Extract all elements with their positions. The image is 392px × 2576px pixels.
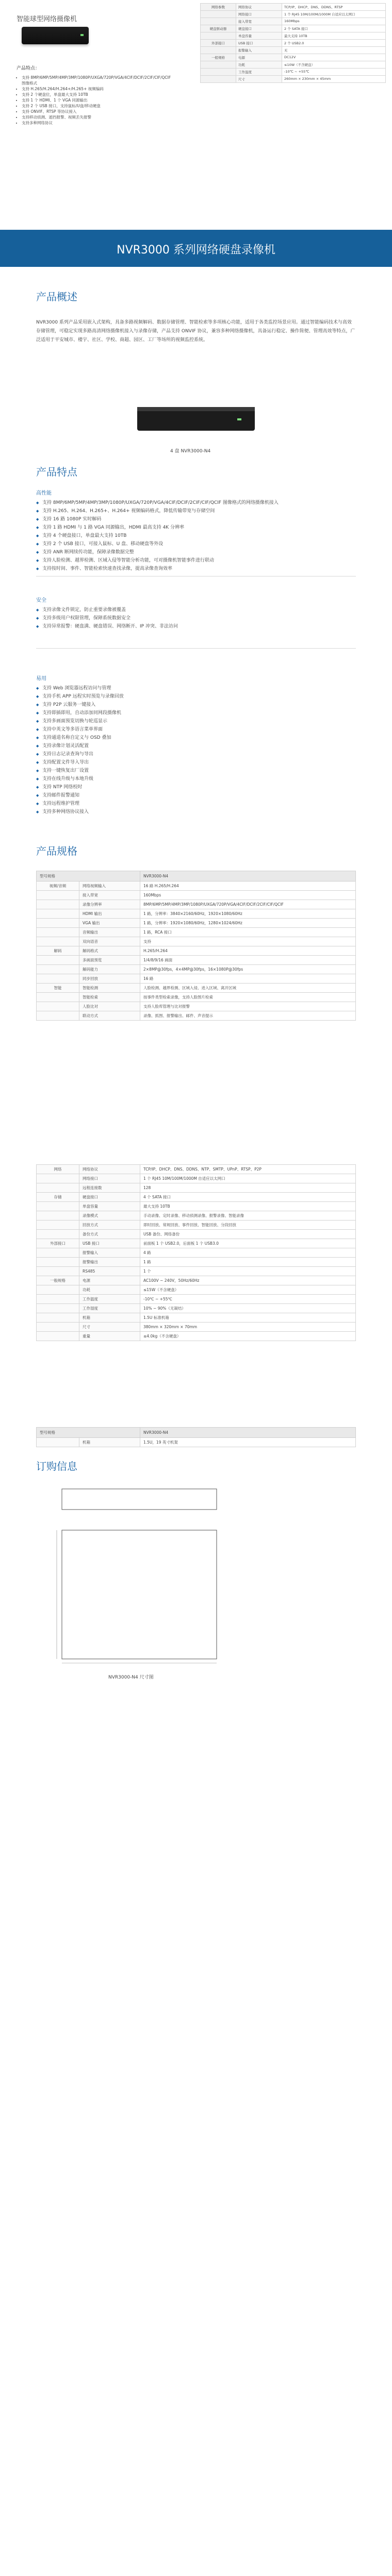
spec-key: 单盘容量 (79, 1202, 140, 1211)
spec-value: 最大支持 10TB (140, 1202, 356, 1211)
spec-key: 录像分辨率 (79, 900, 140, 909)
spec-key: 智能检测 (79, 984, 140, 993)
spec-value: 16 路 (140, 974, 356, 984)
list-item: ◆ 支持录像文件锁定，防止重要录像被覆盖 (36, 606, 356, 614)
security-title: 安全 (36, 598, 46, 603)
list-item: ◆ 支持在线升级与本地升级 (36, 775, 356, 783)
top-spec-group: 网络参数 (201, 4, 236, 11)
spec-row (37, 974, 356, 984)
top-spec-group (201, 47, 236, 54)
spec-key: 接入带宽 (79, 891, 140, 900)
top-spec-value: -10℃ ~ +55℃ (282, 69, 386, 76)
spec-value: 1 个 RJ45 10M/100M/1000M 自适应以太网口 (140, 1174, 356, 1183)
spec-row (37, 984, 356, 993)
spec-group (37, 937, 79, 946)
top-spec-row (201, 11, 386, 18)
spec-group (37, 1174, 79, 1183)
spec-key: 电源 (79, 1276, 140, 1285)
spec-row (37, 1165, 356, 1174)
spec-group (37, 1211, 79, 1221)
spec-key: 报警输出 (79, 1258, 140, 1267)
list-item: ◆ 支持录像计划灵活配置 (36, 742, 356, 750)
top-spec-value: 最大支持 10TB (282, 32, 386, 40)
spec-value: 1 路，RCA 接口 (140, 928, 356, 937)
list-item: ◆ 支持 2 个 USB 接口，可接入鼠标、U 盘、移动硬盘等外设 (36, 540, 356, 548)
spec-value: 16 路 H.265/H.264 (140, 882, 356, 891)
spec-row (37, 993, 356, 1002)
list-item: ◆ 支持 8MP/6MP/5MP/4MP/3MP/1080P/UXGA/720P/VGA/4CIF/DCIF/2CIF/CIF/QCIF 图像格式的网络摄像机接入 (36, 499, 356, 507)
top-spec-key: 网络接口 (236, 11, 282, 18)
spec-group (37, 909, 79, 919)
spec-group (37, 1285, 79, 1295)
spec-key: 同步回放 (79, 974, 140, 984)
order-caption: NVR3000-N4 尺寸图 (108, 1675, 154, 1680)
top-features (17, 66, 171, 126)
list-item: ◆ 支持多画面预览切换与轮巡显示 (36, 717, 356, 725)
list-item: ◆ 支持 P2P 云服务一键接入 (36, 701, 356, 709)
spec-row (37, 928, 356, 937)
top-spec-value: TCP/IP、DHCP、DNS、DDNS、RTSP (282, 4, 386, 11)
top-spec-value: 2 个 SATA 接口 (282, 25, 386, 32)
spec-value: 1 路，分辨率：3840×2160/60Hz，1920×1080/60Hz (140, 909, 356, 919)
list-item: • 支持多种网络协议 (22, 120, 171, 126)
spec-row (37, 1304, 356, 1313)
spec-key: 工作温度 (79, 1295, 140, 1304)
spec-value: 4 路 (140, 1248, 356, 1258)
spec-header-row (37, 871, 356, 882)
front-view (62, 1489, 217, 1510)
spec-heading: 产品规格 (36, 845, 77, 857)
spec-row (37, 1011, 356, 1021)
spec-value: 录像、抓图、报警输出、邮件、声音提示 (140, 1011, 356, 1021)
top-spec-value: 2 个 USB2.0 (282, 40, 386, 47)
spec-key: 回放方式 (79, 1221, 140, 1230)
top-spec-group (201, 32, 236, 40)
list-item: ◆ 支持中英文等多语言菜单界面 (36, 725, 356, 734)
spec-value: 人脸检测、越界检测、区域入侵、进入区域、离开区域 (140, 984, 356, 993)
nvr-led (237, 418, 241, 420)
spec-key: 硬盘接口 (79, 1193, 140, 1202)
top-spec-row (201, 18, 386, 25)
list-item: ◆ 支持 NTP 网络校时 (36, 783, 356, 791)
spec-group (37, 1304, 79, 1313)
spec-key: 解码能力 (79, 965, 140, 974)
list-item: • 支持 ONVIF、RTSP 等协议接入 (22, 109, 171, 114)
spec-key: USB 接口 (79, 1239, 140, 1248)
spec-group (37, 1332, 79, 1341)
spec-value: -10℃ ~ +55℃ (140, 1295, 356, 1304)
spec-header-row (37, 1428, 356, 1438)
top-spec-value: 无 (282, 47, 386, 54)
top-spec-key: 单盘容量 (236, 32, 282, 40)
spec-key: 联动方式 (79, 1011, 140, 1021)
spec-value: 1.5U 标准机箱 (140, 1313, 356, 1323)
top-spec-group (201, 76, 236, 83)
spec-row (37, 882, 356, 891)
spec-row (37, 1313, 356, 1323)
spec-key: 智能检索 (79, 993, 140, 1002)
top-spec-value: 1 个 RJ45 10M/100M/1000M 自适应以太网口 (282, 11, 386, 18)
spec-key: 网络协议 (79, 1165, 140, 1174)
spec-value: 10% ~ 90%（无凝结） (140, 1304, 356, 1313)
top-spec-key: 电源 (236, 54, 282, 61)
spec-header-label: 型号规格 (37, 871, 140, 882)
spec-row (37, 1221, 356, 1230)
top-spec-group: 一般规格 (201, 54, 236, 61)
spec-row (37, 965, 356, 974)
top-spec-value: 160Mbps (282, 18, 386, 25)
list-item: ◆ 支持 ANR 断网续传功能，保障录像数据完整 (36, 548, 356, 556)
spec-value: ≤15W（不含硬盘） (140, 1285, 356, 1295)
spec-value: 支持 (140, 937, 356, 946)
spec-row (37, 909, 356, 919)
spec-key: 机箱 (79, 1438, 140, 1447)
top-spec-value: 260mm × 230mm × 45mm (282, 76, 386, 83)
list-item: ◆ 支持异常报警：硬盘满、硬盘错误、网络断开、IP 冲突、非法访问 (36, 622, 356, 631)
top-spec-row (201, 25, 386, 32)
top-spec-table (200, 3, 386, 83)
spec-key: 功耗 (79, 1285, 140, 1295)
top-spec-group (201, 61, 236, 69)
top-features-list (17, 75, 171, 126)
spec-key: 人脸比对 (79, 1002, 140, 1011)
features-heading: 产品特点 (36, 466, 77, 478)
divider (36, 576, 356, 577)
spec-group (37, 900, 79, 909)
high-performance-list (36, 499, 356, 573)
dimension-drawing (52, 1484, 227, 1669)
list-item: ◆ 支持 1 路 HDMI 与 1 路 VGA 同源输出，HDMI 最高支持 4K 分辨率 (36, 523, 356, 532)
list-item: • 支持 2 个 USB 接口，支持鼠标/U盘/移动硬盘 (22, 103, 171, 109)
top-spec-key: 接入带宽 (236, 18, 282, 25)
spec-group (37, 1230, 79, 1239)
spec-value: 160Mbps (140, 891, 356, 900)
top-spec-row (201, 54, 386, 61)
spec-value: 即时回放、常规回放、事件回放、智能回放、分段回放 (140, 1221, 356, 1230)
top-spec-group (201, 11, 236, 18)
spec-group (37, 891, 79, 900)
list-item: ◆ 支持人脸检测、越界检测、区域入侵等智能分析功能，可对摄像机智能事件进行联动 (36, 556, 356, 565)
spec-header-model: NVR3000-N4 (140, 1428, 356, 1438)
top-spec-key: 硬盘接口 (236, 25, 282, 32)
spec-group (37, 956, 79, 965)
list-item: • 支持 2 个硬盘位，单盘最大支持 10TB (22, 92, 171, 97)
spec-group (37, 1002, 79, 1011)
top-spec-value: DC12V (282, 54, 386, 61)
spec-row (37, 1248, 356, 1258)
list-item: ◆ 支持配置文件导入导出 (36, 758, 356, 767)
spec-key: 多画面预览 (79, 956, 140, 965)
top-spec-key: 工作温度 (236, 69, 282, 76)
spec-group: 视频/音频 (37, 882, 79, 891)
list-item: • 支持 1 个 HDMI、1 个 VGA 同源输出 (22, 97, 171, 103)
spec-row (37, 919, 356, 928)
spec-group (37, 993, 79, 1002)
spec-value: 1/4/8/9/16 画面 (140, 956, 356, 965)
spec-group (37, 974, 79, 984)
top-spec-row (201, 61, 386, 69)
spec-row (37, 1276, 356, 1285)
list-item: ◆ 支持 Web 浏览器远程访问与管理 (36, 684, 356, 692)
led-indicator (80, 34, 84, 36)
spec-value: 1 个 (140, 1267, 356, 1276)
spec-row (37, 1295, 356, 1304)
spec-header-model: NVR3000-N4 (140, 871, 356, 882)
top-spec-row (201, 69, 386, 76)
top-spec-row (201, 4, 386, 11)
spec-row (37, 1183, 356, 1193)
spec-group (37, 1221, 79, 1230)
overview-heading: 产品概述 (36, 291, 77, 303)
spec-row (37, 937, 356, 946)
nvr-product-image (134, 397, 258, 441)
overview-paragraph: NVR3000 系列产品采用嵌入式架构，具备多路视频解码、数据存储管理、智能检索等多项核心功能，适用于各类监控场景应用。通过智能编码技术与高效存储管理，可稳定实现多路高清网络摄像机接入与录像存储，产品支持 ONVIF 协议，兼容多种网络摄像机，具备运行稳定、操作简便、管理高效等特点，广泛适用于平安城市、楼宇、社区、学校、商超、园区、工厂等场所的视频监控系统。 (36, 320, 355, 343)
spec-group (37, 1313, 79, 1323)
spec-row (37, 1323, 356, 1332)
top-spec-value: ≤10W（不含硬盘） (282, 61, 386, 69)
banner-title: NVR3000 系列网络硬盘录像机 (117, 244, 275, 257)
list-item: ◆ 支持按时间、事件、智能检索快速查找录像，提高录像查询效率 (36, 565, 356, 573)
spec-key: 录像模式 (79, 1211, 140, 1221)
spec-row (37, 1285, 356, 1295)
spec-value: USB 备份、网络备份 (140, 1230, 356, 1239)
spec-group (37, 1323, 79, 1332)
spec-value: 380mm × 320mm × 70mm (140, 1323, 356, 1332)
spec-row (37, 946, 356, 956)
top-spec-row (201, 40, 386, 47)
spec-group (37, 1202, 79, 1211)
spec-row (37, 891, 356, 900)
spec-value: 1 路 (140, 1258, 356, 1267)
top-spec-key: 功耗 (236, 61, 282, 69)
spec-row (37, 1193, 356, 1202)
spec-value: 手动录像、定时录像、移动侦测录像、报警录像、智能录像 (140, 1211, 356, 1221)
spec-value: 支持人脸库管理与比对报警 (140, 1002, 356, 1011)
spec-value: ≤4.0kg（不含硬盘） (140, 1332, 356, 1341)
spec-table-3 (36, 1427, 356, 1447)
list-item: ◆ 支持一键恢复出厂设置 (36, 767, 356, 775)
spec-row (37, 1438, 356, 1447)
spec-value: 按事件类型检索录像，支持人脸图片检索 (140, 993, 356, 1002)
top-spec-row (201, 47, 386, 54)
top-spec-group: 外部接口 (201, 40, 236, 47)
list-item: ◆ 支持远程维护管理 (36, 800, 356, 808)
order-heading: 订购信息 (36, 1460, 77, 1472)
spec-row (37, 956, 356, 965)
spec-key: 备份方式 (79, 1230, 140, 1239)
list-item: ◆ 支持手机 APP 远程实时预览与录像回放 (36, 692, 356, 701)
spec-key: 网络视频输入 (79, 882, 140, 891)
top-spec-key: USB 接口 (236, 40, 282, 47)
spec-group (37, 919, 79, 928)
spec-key: HDMI 输出 (79, 909, 140, 919)
spec-key: 音频输出 (79, 928, 140, 937)
top-spec-group: 硬盘驱动器 (201, 25, 236, 32)
spec-key: 双向语音 (79, 937, 140, 946)
spec-key: 解码格式 (79, 946, 140, 956)
spec-row (37, 1230, 356, 1239)
spec-key: 尺寸 (79, 1323, 140, 1332)
spec-group (37, 1295, 79, 1304)
spec-group (37, 1248, 79, 1258)
spec-header-label: 型号规格 (37, 1428, 140, 1438)
divider (36, 648, 356, 649)
nvr-top-panel (137, 407, 255, 411)
top-spec-group (201, 18, 236, 25)
list-item: ◆ 支持 16 路 1080P 实时解码 (36, 515, 356, 523)
spec-row (37, 1002, 356, 1011)
top-features-heading: 产品特点： (17, 66, 40, 71)
spec-table-2 (36, 1164, 356, 1341)
list-item: • 支持 8MP/6MP/5MP/4MP/3MP/1080P/UXGA/720P/VGA/4CIF/DCIF/2CIF/CIF/QCIF 图像格式 (22, 75, 171, 86)
security-list (36, 606, 356, 631)
spec-row (37, 1239, 356, 1248)
spec-group (37, 1267, 79, 1276)
spec-group: 外部接口 (37, 1239, 79, 1248)
spec-key: 报警输入 (79, 1248, 140, 1258)
spec-group: 网络 (37, 1165, 79, 1174)
top-view (62, 1530, 217, 1659)
list-item: • 支持移动侦测、遮挡报警、视频丢失报警 (22, 114, 171, 120)
spec-key: 重量 (79, 1332, 140, 1341)
spec-group (37, 1438, 79, 1447)
top-spec-group (201, 69, 236, 76)
spec-key: 工作湿度 (79, 1304, 140, 1313)
spec-row (37, 1211, 356, 1221)
spec-key: 机箱 (79, 1313, 140, 1323)
spec-group: 存储 (37, 1193, 79, 1202)
spec-group (37, 928, 79, 937)
spec-value: H.265/H.264 (140, 946, 356, 956)
spec-value: 128 (140, 1183, 356, 1193)
spec-group (37, 965, 79, 974)
spec-value: 8MP/6MP/5MP/4MP/3MP/1080P/UXGA/720P/VGA/4CIF/DCIF/2CIF/CIF/QCIF (140, 900, 356, 909)
list-item: ◆ 支持 H.265、H.264、H.265+、H.264+ 视频编码格式，降低传输带宽与存储空间 (36, 507, 356, 515)
spec-group: 智能 (37, 984, 79, 993)
spec-row (37, 900, 356, 909)
spec-table-1 (36, 871, 356, 1021)
list-item: ◆ 支持日志记录查询与导出 (36, 750, 356, 758)
spec-value: 1 路，分辨率：1920×1080/60Hz，1280×1024/60Hz (140, 919, 356, 928)
spec-key: RS485 (79, 1267, 140, 1276)
spec-value: 4 个 SATA 接口 (140, 1193, 356, 1202)
usability-list (36, 684, 356, 816)
spec-row (37, 1202, 356, 1211)
overview-caption: 4 盘 NVR3000-N4 (170, 449, 211, 454)
high-performance-title: 高性能 (36, 490, 52, 496)
spec-value: 2×8MP@30fps，4×4MP@30fps，16×1080P@30fps (140, 965, 356, 974)
device-image (22, 27, 89, 44)
spec-value: 前面板 1 个 USB2.0，后面板 1 个 USB3.0 (140, 1239, 356, 1248)
list-item: • 支持 H.265/H.264/H.264+/H.265+ 视频编码 (22, 86, 171, 92)
spec-group (37, 1183, 79, 1193)
spec-value: AC100V ~ 240V，50Hz/60Hz (140, 1276, 356, 1285)
list-item: ◆ 支持多种网络协议接入 (36, 808, 356, 816)
spec-value: 1.5U，19 英寸机架 (140, 1438, 356, 1447)
list-item: ◆ 支持即插即用，自动添加同网段摄像机 (36, 709, 356, 717)
list-item: ◆ 支持多级用户权限管理，保障系统数据安全 (36, 614, 356, 622)
spec-group (37, 1258, 79, 1267)
top-spec-row (201, 76, 386, 83)
top-title: 智能球型网络摄像机 (17, 15, 77, 23)
spec-key: 网络接口 (79, 1174, 140, 1183)
spec-value: TCP/IP、DHCP、DNS、DDNS、NTP、SMTP、UPnP、RTSP、P2P (140, 1165, 356, 1174)
spec-row (37, 1332, 356, 1341)
spec-group (37, 1011, 79, 1021)
spec-row (37, 1174, 356, 1183)
spec-row (37, 1267, 356, 1276)
list-item: ◆ 支持通道名称自定义与 OSD 叠加 (36, 734, 356, 742)
spec-group: 一般规格 (37, 1276, 79, 1285)
spec-key: VGA 输出 (79, 919, 140, 928)
list-item: ◆ 支持 4 个硬盘接口，单盘最大支持 10TB (36, 532, 356, 540)
spec-key: 远程连接数 (79, 1183, 140, 1193)
top-spec-key: 尺寸 (236, 76, 282, 83)
spec-group: 解码 (37, 946, 79, 956)
top-spec-row (201, 32, 386, 40)
spec-row (37, 1258, 356, 1267)
usability-title: 易用 (36, 676, 46, 682)
top-spec-key: 网络协议 (236, 4, 282, 11)
list-item: ◆ 支持邮件报警通知 (36, 791, 356, 800)
top-spec-key: 报警输入 (236, 47, 282, 54)
